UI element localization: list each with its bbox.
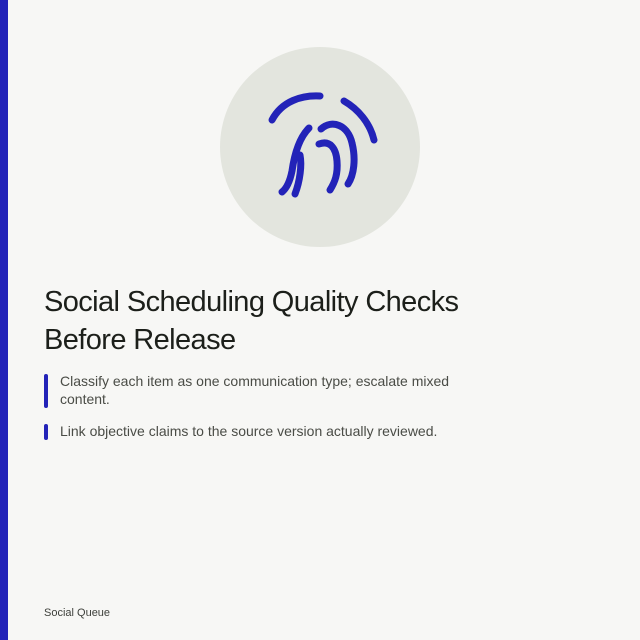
bullet-marker: [44, 374, 48, 408]
bullet-marker: [44, 424, 48, 440]
footer-label: Social Queue: [44, 607, 111, 619]
bullet-text: Classify each item as one communication type; escalate mixed content.: [60, 373, 450, 407]
list-item: [44, 422, 464, 440]
list-item: [44, 372, 464, 408]
bullet-list: [44, 372, 464, 454]
hero-icon-circle: [220, 47, 420, 247]
page-title: Social Scheduling Quality Checks Before Release: [44, 286, 459, 356]
left-accent-bar: [0, 0, 8, 640]
fingerprint-icon: [220, 47, 420, 247]
bullet-text: Link objective claims to the source version actually reviewed.: [60, 423, 438, 439]
